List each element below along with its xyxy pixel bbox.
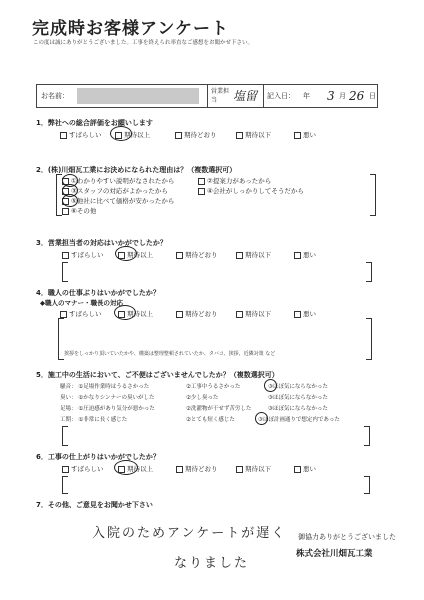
checkbox-icon — [62, 208, 69, 215]
q1-option-4[interactable]: 期待以下 — [236, 130, 271, 139]
q4-note: 挨拶をしっかり頂いていたかや、構築は整理整頓されていたか、タバコ、挨拶、近隣対策 など — [64, 351, 276, 357]
q5-title: 5．施工中の生活において、ご不便はございませんでしたか？（複数選択可） — [36, 371, 279, 379]
q5-row-noise-3: ③ほぼ気にならなかった — [268, 384, 328, 390]
q6-title: 6．工事の仕上がりはいかがでしたか？ — [36, 453, 160, 461]
date-label: 記入日： — [267, 92, 295, 100]
q6-option-1[interactable]: すばらしい — [62, 464, 104, 473]
q1-option-2[interactable]: 期待以上 — [115, 130, 150, 139]
q2-option-1[interactable]: ①わかりやすい説明がなされたから — [62, 176, 174, 185]
q4-subtitle: ◆職人のマナー・職長の対応 — [40, 299, 123, 307]
q5-row-period-2: ②とても短く感じた — [186, 417, 235, 423]
q6-option-2[interactable]: 期待以上 — [118, 464, 153, 473]
q2-title: 2．(株)川畑瓦工業にお決めになられた理由は？（複数選択可） — [36, 166, 237, 174]
q4-option-4[interactable]: 期待以下 — [236, 309, 271, 318]
bracket — [62, 262, 68, 282]
name-redaction — [77, 88, 199, 104]
thanks-text: 御協力ありがとうございました — [298, 533, 396, 541]
header-box — [36, 84, 378, 108]
q4-option-3[interactable]: 期待どおり — [176, 309, 218, 318]
name-label: お名前： — [41, 92, 69, 100]
checkbox-icon — [60, 311, 67, 318]
q5-noise-circle — [264, 379, 277, 392]
checkbox-icon — [198, 188, 205, 195]
bracket — [62, 426, 68, 446]
q5-row-period-3: ③ほぼ計画通りで想定内であった — [258, 417, 340, 423]
q2-option-4[interactable]: ④会社がしっかりしてそうだから — [198, 186, 304, 195]
q4-selection-circle — [114, 305, 136, 320]
company-name: 株式会社川畑瓦工業 — [296, 549, 373, 559]
q5-row-smell-2: ②少し臭った — [186, 395, 219, 401]
checkbox-icon — [62, 466, 69, 473]
q5-row-smell-3: ③ほぼ気にならなかった — [268, 395, 328, 401]
q7-handwriting-line-2: なりました — [174, 556, 250, 571]
q3-option-1[interactable]: すばらしい — [62, 250, 104, 259]
q4-option-5[interactable]: 悪い — [294, 309, 316, 318]
q1-option-1[interactable]: すばらしい — [60, 130, 102, 139]
q3-title: 3．営業担当者の対応はいかがでしたか？ — [36, 239, 167, 247]
q2-option-3[interactable]: ③スタッフの対応がよかったから — [62, 186, 168, 195]
checkbox-icon — [236, 252, 243, 259]
q3-option-2[interactable]: 期待以上 — [118, 250, 153, 259]
q2-option-2[interactable]: ②提案力があったから — [198, 176, 271, 185]
bracket — [370, 174, 376, 216]
q3-option-5[interactable]: 悪い — [294, 250, 316, 259]
sales-value: 塩留 — [233, 89, 258, 103]
checkbox-icon — [294, 252, 301, 259]
page-title: 完成時お客様アンケート — [32, 19, 229, 39]
q5-row-noise-2: ②工事中うるさかった — [186, 384, 241, 390]
checkbox-icon — [236, 466, 243, 473]
checkbox-icon — [176, 311, 183, 318]
month-value: 3 — [327, 89, 335, 103]
bracket — [366, 318, 372, 360]
q5-row-scaffold-3: ③ほぼ気にならなかった — [268, 406, 328, 412]
sales-label: 営業担当 — [211, 88, 230, 104]
checkbox-icon — [175, 132, 182, 139]
checkbox-icon — [294, 132, 301, 139]
divider — [207, 85, 208, 107]
intro-text: この度は誠にありがとうございました。工事を終えられ率直なご感想をお聞かせ下さい。 — [33, 40, 254, 46]
bracket — [366, 262, 372, 282]
q4-title: 4．職人の仕事ぶりはいかがでしたか？ — [36, 289, 160, 297]
checkbox-icon — [236, 132, 243, 139]
q4-option-1[interactable]: すばらしい — [60, 309, 102, 318]
q1-title: 1．弊社への総合評価をお願いします — [36, 119, 153, 127]
q3-option-3[interactable]: 期待どおり — [176, 250, 218, 259]
q5-row-scaffold-2: ②洗濯物が干せず苦労した — [186, 406, 252, 412]
q4-option-2[interactable]: 期待以上 — [118, 309, 153, 318]
q6-option-4[interactable]: 期待以下 — [236, 464, 271, 473]
day-suffix: 日 — [369, 92, 376, 100]
q5-row-noise: 騒音： ①足場作業時はうるさかった — [60, 384, 150, 390]
bracket — [62, 476, 68, 494]
q5-period-circle — [255, 412, 268, 425]
q1-option-3[interactable]: 期待どおり — [175, 130, 217, 139]
checkbox-icon — [198, 178, 205, 185]
q5-row-period: 工期： ①非常に長く感じた — [60, 417, 128, 423]
q6-option-5[interactable]: 悪い — [294, 464, 316, 473]
q5-row-scaffold: 足場： ①圧迫感があり気分が悪かった — [60, 406, 155, 412]
q1-selection-circle — [110, 126, 132, 141]
q3-selection-circle — [115, 246, 137, 261]
q1-option-5[interactable]: 悪い — [294, 130, 316, 139]
divider — [263, 85, 264, 107]
checkbox-icon — [294, 466, 301, 473]
checkbox-icon — [60, 132, 67, 139]
year-suffix: 年 — [303, 92, 310, 100]
bracket — [364, 476, 370, 494]
checkbox-icon — [176, 466, 183, 473]
checkbox-icon — [176, 252, 183, 259]
q6-option-3[interactable]: 期待どおり — [176, 464, 218, 473]
q2-option-6[interactable]: ⑥その他 — [62, 206, 96, 215]
q3-option-4[interactable]: 期待以下 — [236, 250, 271, 259]
day-value: 26 — [349, 89, 365, 103]
checkbox-icon — [294, 311, 301, 318]
q7-handwriting-line-1: 入院のためアンケートが遅く — [92, 526, 287, 541]
month-suffix: 月 — [339, 92, 346, 100]
q5-row-smell: 臭い： ①かなりシンナーの臭いがした — [60, 395, 155, 401]
q2-selection-circle-5 — [62, 194, 78, 207]
checkbox-icon — [236, 311, 243, 318]
q2-option-5[interactable]: ⑤他社に比べて価格が安かったから — [62, 196, 174, 205]
q7-title: 7．その他、ご意見をお聞かせ下さい — [36, 501, 153, 509]
q6-selection-circle — [114, 460, 138, 475]
bracket — [364, 426, 370, 446]
checkbox-icon — [62, 252, 69, 259]
